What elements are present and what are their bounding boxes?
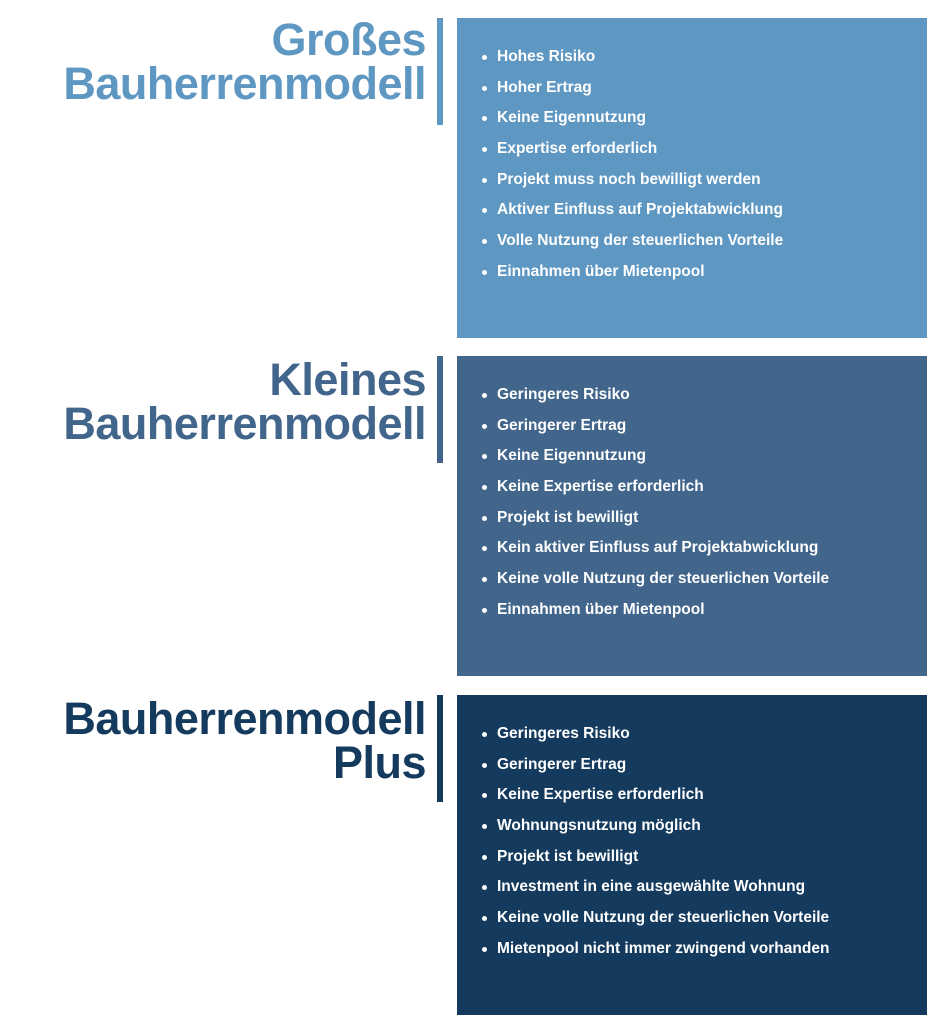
bullet-icon: [482, 208, 487, 213]
feature-item: [481, 139, 783, 170]
feature-text: Geringeres Risiko: [497, 386, 630, 403]
feature-item: [481, 755, 829, 786]
model-section-klein: [0, 356, 944, 696]
feature-item: [481, 600, 829, 631]
bullet-icon: [482, 178, 487, 183]
feature-text: Geringerer Ertrag: [497, 755, 627, 773]
model-title-klein: [63, 354, 426, 449]
feature-text: Aktiver Einfluss auf Projektabwicklung: [497, 201, 783, 219]
model-title-line: Bauherrenmodell: [63, 693, 426, 744]
bullet-icon: [482, 885, 487, 890]
model-section-plus: [0, 695, 944, 1024]
feature-item: [481, 231, 783, 262]
features-box-klein: [457, 356, 927, 676]
bullet-icon: [482, 147, 487, 152]
feature-item: [481, 47, 783, 78]
feature-text: Keine Expertise erforderlich: [497, 786, 704, 804]
feature-item: [481, 78, 783, 109]
bullet-icon: [482, 947, 487, 952]
feature-item: [481, 538, 829, 569]
model-title-line: Bauherrenmodell: [63, 398, 426, 449]
feature-list: [481, 385, 829, 631]
feature-item: [481, 446, 829, 477]
feature-item: [481, 724, 829, 755]
feature-text: Projekt ist bewilligt: [497, 508, 639, 526]
feature-text: Einnahmen über Mietenpool: [497, 600, 705, 618]
model-section-gross: [0, 0, 944, 340]
bullet-icon: [482, 855, 487, 860]
feature-item: [481, 908, 829, 939]
bullet-icon: [482, 485, 487, 490]
feature-text: Keine Expertise erforderlich: [497, 478, 704, 496]
bullet-icon: [482, 916, 487, 921]
feature-item: [481, 477, 829, 508]
feature-text: Projekt ist bewilligt: [497, 847, 639, 865]
model-title-line: Plus: [332, 737, 426, 788]
feature-text: Keine Eigennutzung: [497, 109, 646, 127]
feature-text: Hoher Ertrag: [497, 78, 592, 96]
features-box-gross: [457, 18, 927, 338]
bullet-icon: [482, 393, 487, 398]
feature-item: [481, 816, 829, 847]
feature-item: [481, 170, 783, 201]
feature-item: [481, 385, 829, 416]
feature-item: [481, 877, 829, 908]
bullet-icon: [482, 516, 487, 521]
feature-text: Expertise erforderlich: [497, 140, 658, 158]
bullet-icon: [482, 763, 487, 768]
model-title-gross: [63, 14, 426, 109]
bullet-icon: [482, 55, 487, 60]
bullet-icon: [482, 793, 487, 798]
bullet-icon: [482, 239, 487, 244]
feature-item: [481, 108, 783, 139]
feature-text: Keine Eigennutzung: [497, 447, 646, 465]
title-divider-bar: [437, 356, 443, 463]
feature-item: [481, 939, 829, 970]
feature-item: [481, 200, 783, 231]
feature-list: [481, 47, 783, 293]
bullet-icon: [482, 608, 487, 613]
feature-item: [481, 508, 829, 539]
model-title-line: Kleines: [269, 354, 426, 405]
bullet-icon: [482, 546, 487, 551]
feature-text: Mietenpool nicht immer zwingend vorhanden: [497, 939, 830, 957]
feature-list: [481, 724, 829, 970]
features-box-plus: [457, 695, 927, 1015]
title-divider-bar: [437, 695, 443, 802]
bullet-icon: [482, 454, 487, 459]
feature-item: [481, 262, 783, 293]
feature-item: [481, 416, 829, 447]
model-title-line: Großes: [271, 14, 426, 65]
feature-text: Volle Nutzung der steuerlichen Vorteile: [497, 232, 784, 250]
bullet-icon: [482, 424, 487, 429]
feature-text: Geringerer Ertrag: [497, 416, 627, 434]
feature-item: [481, 785, 829, 816]
feature-text: Keine volle Nutzung der steuerlichen Vorteile: [497, 909, 830, 927]
bullet-icon: [482, 270, 487, 275]
bullet-icon: [482, 824, 487, 829]
feature-text: Geringeres Risiko: [497, 725, 630, 742]
feature-text: Investment in eine ausgewählte Wohnung: [497, 878, 806, 896]
bullet-icon: [482, 732, 487, 737]
title-divider-bar: [437, 18, 443, 125]
feature-item: [481, 847, 829, 878]
bullet-icon: [482, 577, 487, 582]
feature-text: Kein aktiver Einfluss auf Projektabwicklung: [497, 539, 819, 557]
model-title-line: Bauherrenmodell: [63, 58, 426, 109]
feature-text: Keine volle Nutzung der steuerlichen Vorteile: [497, 570, 830, 588]
feature-text: Wohnungsnutzung möglich: [497, 817, 701, 835]
feature-text: Hohes Risiko: [497, 48, 596, 65]
bullet-icon: [482, 116, 487, 121]
feature-text: Einnahmen über Mietenpool: [497, 262, 705, 280]
feature-item: [481, 569, 829, 600]
feature-text: Projekt muss noch bewilligt werden: [497, 170, 761, 188]
model-title-plus: [63, 693, 426, 788]
bullet-icon: [482, 86, 487, 91]
